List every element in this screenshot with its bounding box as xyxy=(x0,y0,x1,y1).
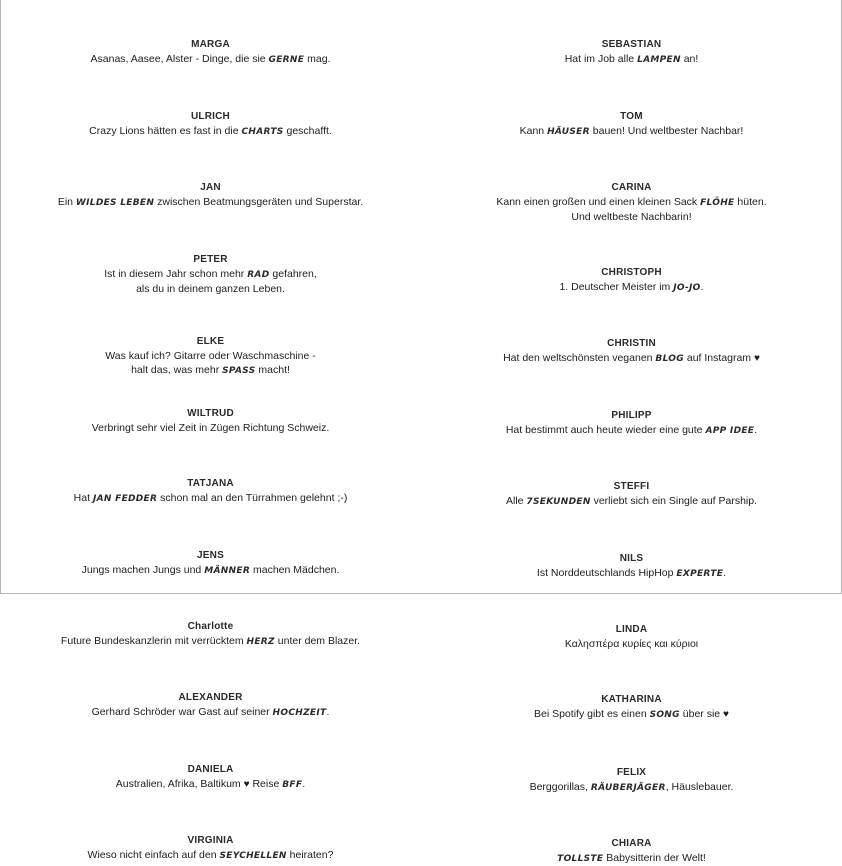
text-fragment: bauen! Und weltbester Nachbar! xyxy=(589,125,744,137)
text-fragment: Ist in diesem Jahr schon mehr xyxy=(104,268,248,280)
person-name: MARGA xyxy=(191,39,230,50)
entry-daniela xyxy=(0,763,421,792)
highlight-word: WILDES LEBEN xyxy=(75,198,155,208)
person-description xyxy=(0,705,421,720)
entry-marga xyxy=(0,38,421,67)
person-name: JENS xyxy=(197,550,224,561)
heart-icon: ♥ xyxy=(243,779,250,790)
highlight-word: RAD xyxy=(247,270,270,280)
person-description xyxy=(0,349,421,378)
text-fragment: hüten. Und weltbeste Nachbarin! xyxy=(571,196,767,223)
person-name: ALEXANDER xyxy=(178,692,243,703)
person-name: DANIELA xyxy=(187,764,234,775)
text-fragment: Kann xyxy=(519,125,548,137)
text-fragment: Καλησπέρα κυρίες και κύριοι xyxy=(564,638,699,650)
entry-felix xyxy=(421,766,842,795)
entry-elke xyxy=(0,335,421,378)
highlight-word: BFF xyxy=(282,780,303,790)
person-description xyxy=(0,848,421,863)
text-fragment: schon mal an den Türrahmen gelehnt ;-) xyxy=(157,492,348,504)
entry-katharina xyxy=(421,693,842,722)
person-name: SEBASTIAN xyxy=(601,39,662,50)
highlight-word: HOCHZEIT xyxy=(272,708,327,718)
entry-jan xyxy=(0,181,421,210)
person-name: TOM xyxy=(620,111,643,122)
entry-christoph xyxy=(421,266,842,295)
text-fragment: Verbringt sehr viel Zeit in Zügen Richtung Schweiz. xyxy=(91,422,330,434)
text-fragment: , Häuslebauer. xyxy=(665,781,734,793)
text-fragment: Babysitterin der Welt! xyxy=(603,852,706,864)
highlight-word: HÄUSER xyxy=(547,127,590,137)
person-name: JAN xyxy=(200,182,221,193)
person-name: CHRISTOPH xyxy=(601,267,662,278)
text-fragment: über sie xyxy=(679,708,724,720)
highlight-word: FLÖHE xyxy=(700,198,735,208)
text-fragment: heiraten? xyxy=(286,849,334,861)
text-fragment: . xyxy=(723,567,727,579)
person-name: WILTRUD xyxy=(187,408,234,419)
person-description xyxy=(421,423,842,438)
entry-alexander xyxy=(0,691,421,720)
person-description xyxy=(0,52,421,67)
entry-jens xyxy=(0,549,421,578)
highlight-word: APP IDEE xyxy=(705,426,755,436)
text-fragment: Jungs machen Jungs und xyxy=(81,564,205,576)
text-fragment: geschafft. xyxy=(283,125,332,137)
text-fragment: Australien, Afrika, Baltikum xyxy=(115,778,244,790)
person-description xyxy=(0,421,421,435)
entry-christin xyxy=(421,337,842,366)
text-fragment: Was kauf ich? Gitarre oder Waschmaschine - halt das, was mehr xyxy=(105,350,316,376)
entry-wiltrud xyxy=(0,407,421,435)
text-fragment: Hat xyxy=(73,492,93,504)
text-fragment: Hat im Job alle xyxy=(564,53,638,65)
highlight-word: JAN FEDDER xyxy=(92,494,158,504)
text-fragment: Kann einen großen und einen kleinen Sack xyxy=(496,196,701,208)
person-description xyxy=(0,267,421,296)
person-description xyxy=(0,777,421,792)
person-description xyxy=(421,494,842,509)
text-fragment: Hat bestimmt auch heute wieder eine gute xyxy=(505,424,706,436)
highlight-word: EXPERTE xyxy=(676,569,724,579)
person-name: FELIX xyxy=(616,767,647,778)
highlight-word: RÄUBERJÄGER xyxy=(590,783,666,793)
text-fragment: . xyxy=(302,778,306,790)
person-description xyxy=(421,124,842,139)
person-description xyxy=(0,491,421,506)
heart-icon: ♥ xyxy=(723,709,729,720)
person-name: ULRICH xyxy=(191,111,230,122)
text-fragment: zwischen Beatmungsgeräten und Superstar. xyxy=(154,196,364,208)
person-description xyxy=(421,52,842,67)
text-fragment: Gerhard Schröder war Gast auf seiner xyxy=(91,706,273,718)
entry-chiara xyxy=(421,837,842,866)
person-name: LINDA xyxy=(615,624,648,635)
person-description xyxy=(421,851,842,866)
entry-linda xyxy=(421,623,842,651)
person-name: CARINA xyxy=(611,182,652,193)
entry-tatjana xyxy=(0,477,421,506)
highlight-word: JO-JO xyxy=(673,283,701,293)
highlight-word: MÄNNER xyxy=(204,566,251,576)
text-fragment: . xyxy=(754,424,758,436)
person-name: STEFFI xyxy=(613,481,650,492)
text-fragment: auf Instagram xyxy=(683,352,754,364)
right-column xyxy=(421,38,842,866)
person-name: KATHARINA xyxy=(601,694,662,705)
text-fragment: machen Mädchen. xyxy=(250,564,340,576)
highlight-word: SPASS xyxy=(222,366,256,376)
person-description xyxy=(421,280,842,295)
person-description xyxy=(421,637,842,651)
person-description xyxy=(421,351,842,366)
highlight-word: TOLLSTE xyxy=(557,854,604,864)
person-name: NILS xyxy=(619,553,644,564)
entry-ulrich xyxy=(0,110,421,139)
text-fragment: Future Bundeskanzlerin mit verrücktem xyxy=(60,635,247,647)
text-fragment: Ist Norddeutschlands HipHop xyxy=(536,567,677,579)
entry-virginia xyxy=(0,834,421,863)
text-fragment: unter dem Blazer. xyxy=(274,635,361,647)
text-fragment: . xyxy=(700,281,704,293)
text-fragment: Berggorillas, xyxy=(529,781,591,793)
text-fragment: Alle xyxy=(505,495,527,507)
highlight-word: CHARTS xyxy=(241,127,284,137)
text-fragment: Ein xyxy=(57,196,76,208)
text-fragment: Reise xyxy=(249,778,283,790)
text-fragment: . xyxy=(326,706,330,718)
person-description xyxy=(421,707,842,722)
person-description xyxy=(0,634,421,649)
entry-philipp xyxy=(421,409,842,438)
text-fragment: gefahren, als du in deinem ganzen Leben. xyxy=(136,268,317,295)
highlight-word: 7SEKUNDEN xyxy=(526,497,591,507)
entry-tom xyxy=(421,110,842,139)
text-fragment: verliebt sich ein Single auf Parship. xyxy=(590,495,758,507)
text-fragment: mag. xyxy=(304,53,331,65)
entry-steffi xyxy=(421,480,842,509)
text-fragment: Crazy Lions hätten es fast in die xyxy=(89,125,242,137)
person-name: TATJANA xyxy=(187,478,234,489)
text-fragment: an! xyxy=(680,53,699,65)
highlight-word: SONG xyxy=(649,710,680,720)
person-description xyxy=(0,124,421,139)
person-name: CHIARA xyxy=(611,838,652,849)
text-fragment: Bei Spotify gibt es einen xyxy=(534,708,650,720)
highlight-word: SEYCHELLEN xyxy=(219,851,287,861)
entry-sebastian xyxy=(421,38,842,67)
person-description xyxy=(0,195,421,210)
person-name: ELKE xyxy=(196,336,225,347)
text-fragment: Hat den weltschönsten veganen xyxy=(503,352,656,364)
left-column xyxy=(0,38,421,863)
text-fragment: Wieso nicht einfach auf den xyxy=(87,849,220,861)
person-description xyxy=(421,780,842,795)
person-name: VIRGINIA xyxy=(187,835,234,846)
entry-carina xyxy=(421,181,842,224)
heart-icon: ♥ xyxy=(753,353,760,364)
highlight-word: GERNE xyxy=(268,55,305,65)
person-description xyxy=(0,563,421,578)
highlight-word: LAMPEN xyxy=(637,55,681,65)
person-name: PETER xyxy=(193,254,228,265)
text-fragment: macht! xyxy=(255,364,290,376)
text-fragment: 1. Deutscher Meister im xyxy=(559,281,674,293)
highlight-word: HERZ xyxy=(246,637,275,647)
person-description xyxy=(421,195,842,224)
entry-charlotte xyxy=(0,620,421,649)
entry-nils xyxy=(421,552,842,581)
person-name: Charlotte xyxy=(187,621,234,632)
person-name: PHILIPP xyxy=(611,410,652,421)
person-name: CHRISTIN xyxy=(607,338,656,349)
entry-peter xyxy=(0,253,421,296)
highlight-word: BLOG xyxy=(655,354,684,364)
text-fragment: Asanas, Aasee, Alster - Dinge, die sie xyxy=(90,53,269,65)
person-description xyxy=(421,566,842,581)
